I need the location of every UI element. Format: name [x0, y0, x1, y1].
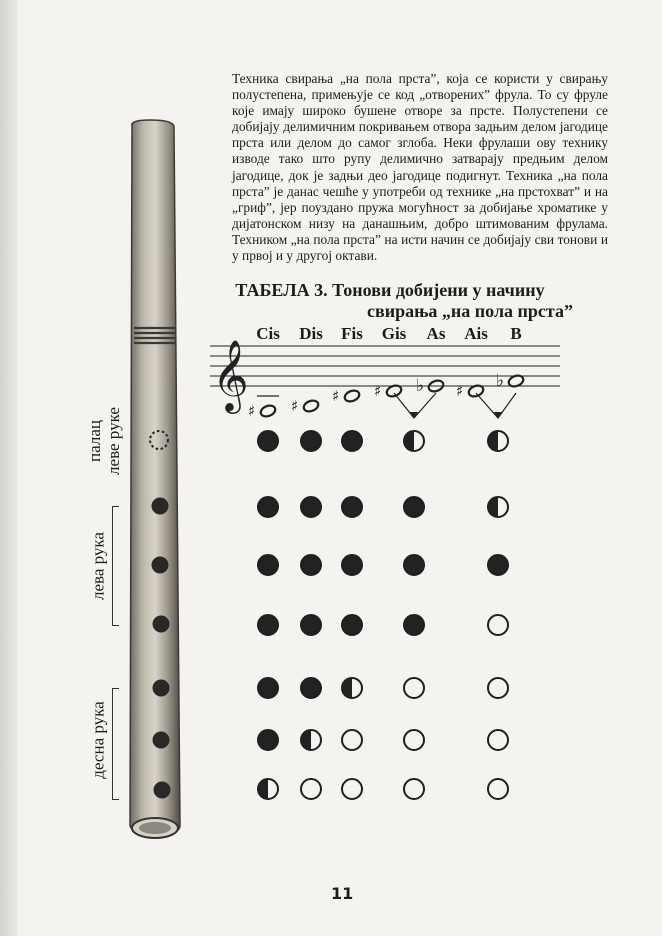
fingering-hole-4-open-icon — [404, 678, 424, 698]
note-head-dis — [302, 399, 320, 414]
flat-sign-icon: ♭ — [416, 376, 425, 396]
flute-hole-icon — [153, 680, 170, 697]
fingering-hole-1-full-icon — [258, 497, 278, 517]
fingering-hole-6-open-icon — [488, 779, 508, 799]
page-edge — [0, 0, 18, 936]
arrow-line — [414, 393, 436, 418]
note-head-cis — [259, 404, 277, 419]
flute-illustration — [120, 118, 190, 853]
fingering-hole-2-full-icon — [301, 555, 321, 575]
body-paragraph: Техника свирања „на пола прста”, која се користи у свирању полустепена, примењује се код „отворених” фрула. То су фруле које имају широко бушене отворе за прсте. Полустепени се добијају делимичним покривањем отвора задњим делом јагодице прста или делом до самог зглоба. Неки фрулаши ову технику изводе тако што рупу делимично затварају предњим делом јагодице, док је задњи део јагодице подигнут. Техника „на пола прста” је данас чешће у употреби од технике „на прстохват” и на „гриф”, јер поуздано пружа могућност за добијање хроматике у дијатонском низу на данашњим, добро штимованим фрулама. Техником „на пола прста” на исти начин се добијају сви тонови и у првој и у другој октави. — [232, 71, 608, 264]
note-label-ais: Ais — [464, 324, 488, 343]
fingering-hole-6-open-icon — [301, 779, 321, 799]
sharp-sign-icon: ♯ — [291, 397, 299, 415]
fingering-hole-4-full-icon — [301, 678, 321, 698]
flute-hole-icon — [152, 557, 169, 574]
sharp-sign-icon: ♯ — [248, 402, 256, 420]
fingering-hole-6-open-icon — [342, 779, 362, 799]
thumb-label-line-2: леве руке — [104, 407, 123, 475]
sharp-sign-icon: ♯ — [456, 382, 464, 400]
fingering-hole-4-full-icon — [258, 678, 278, 698]
arrow-line — [394, 393, 414, 418]
note-label-dis: Dis — [299, 324, 323, 343]
fingering-thumb-half-icon — [404, 431, 424, 451]
fingering-hole-1-half-icon — [488, 497, 508, 517]
note-label-b: B — [510, 324, 522, 343]
fingering-hole-2-full-icon — [488, 555, 508, 575]
page-number: 11 — [331, 884, 354, 903]
flute-hole-icon — [153, 616, 170, 633]
fingering-hole-4-open-icon — [488, 678, 508, 698]
fingering-hole-1-full-icon — [404, 497, 424, 517]
table-title — [210, 280, 610, 322]
table-title-line-2: свирања „на пола прста” — [367, 301, 573, 321]
note-label-gis: Gis — [381, 324, 407, 343]
fingering-hole-3-full-icon — [342, 615, 362, 635]
flute-hole-icon — [153, 732, 170, 749]
note-label-cis: Cis — [256, 324, 280, 343]
flute-hole-icon — [154, 782, 171, 799]
treble-clef-icon: 𝄞 — [212, 338, 249, 411]
note-label-fis: Fis — [341, 324, 363, 343]
flat-sign-icon: ♭ — [496, 371, 505, 391]
fingering-thumb-half-icon — [488, 431, 508, 451]
fingering-hole-3-full-icon — [258, 615, 278, 635]
fingering-hole-2-full-icon — [404, 555, 424, 575]
fingering-hole-4-half-icon — [342, 678, 362, 698]
left-hand-bracket — [112, 506, 119, 626]
fingering-hole-1-full-icon — [301, 497, 321, 517]
flute-hole-icon — [152, 498, 169, 515]
left-hand-label: лева рука — [88, 532, 108, 600]
fingering-thumb-full-icon — [301, 431, 321, 451]
fingering-hole-6-half-icon — [258, 779, 278, 799]
fingering-hole-2-full-icon — [342, 555, 362, 575]
fingering-hole-3-full-icon — [301, 615, 321, 635]
fingering-hole-5-open-icon — [342, 730, 362, 750]
fingering-hole-5-full-icon — [258, 730, 278, 750]
sharp-sign-icon: ♯ — [374, 382, 382, 400]
note-label-as: As — [426, 324, 446, 343]
fingering-thumb-full-icon — [258, 431, 278, 451]
fingering-hole-3-open-icon — [488, 615, 508, 635]
arrow-line — [476, 393, 498, 418]
fingering-hole-5-open-icon — [404, 730, 424, 750]
fingering-hole-6-open-icon — [404, 779, 424, 799]
fingering-hole-1-full-icon — [342, 497, 362, 517]
fingering-hole-2-full-icon — [258, 555, 278, 575]
fingering-chart — [200, 420, 530, 810]
fingering-hole-5-half-icon — [301, 730, 321, 750]
fingering-thumb-full-icon — [342, 431, 362, 451]
music-staff — [208, 336, 598, 420]
thumb-label — [85, 407, 123, 475]
fingering-hole-5-open-icon — [488, 730, 508, 750]
right-hand-bracket — [112, 688, 119, 800]
right-hand-label: десна рука — [88, 701, 108, 779]
sharp-sign-icon: ♯ — [332, 387, 340, 405]
table-title-line-1: ТАБЕЛА 3. Тонови добијени у начину — [235, 280, 545, 300]
thumb-label-line-1: палац — [85, 420, 104, 462]
fingering-hole-3-full-icon — [404, 615, 424, 635]
note-head-fis — [343, 389, 361, 404]
